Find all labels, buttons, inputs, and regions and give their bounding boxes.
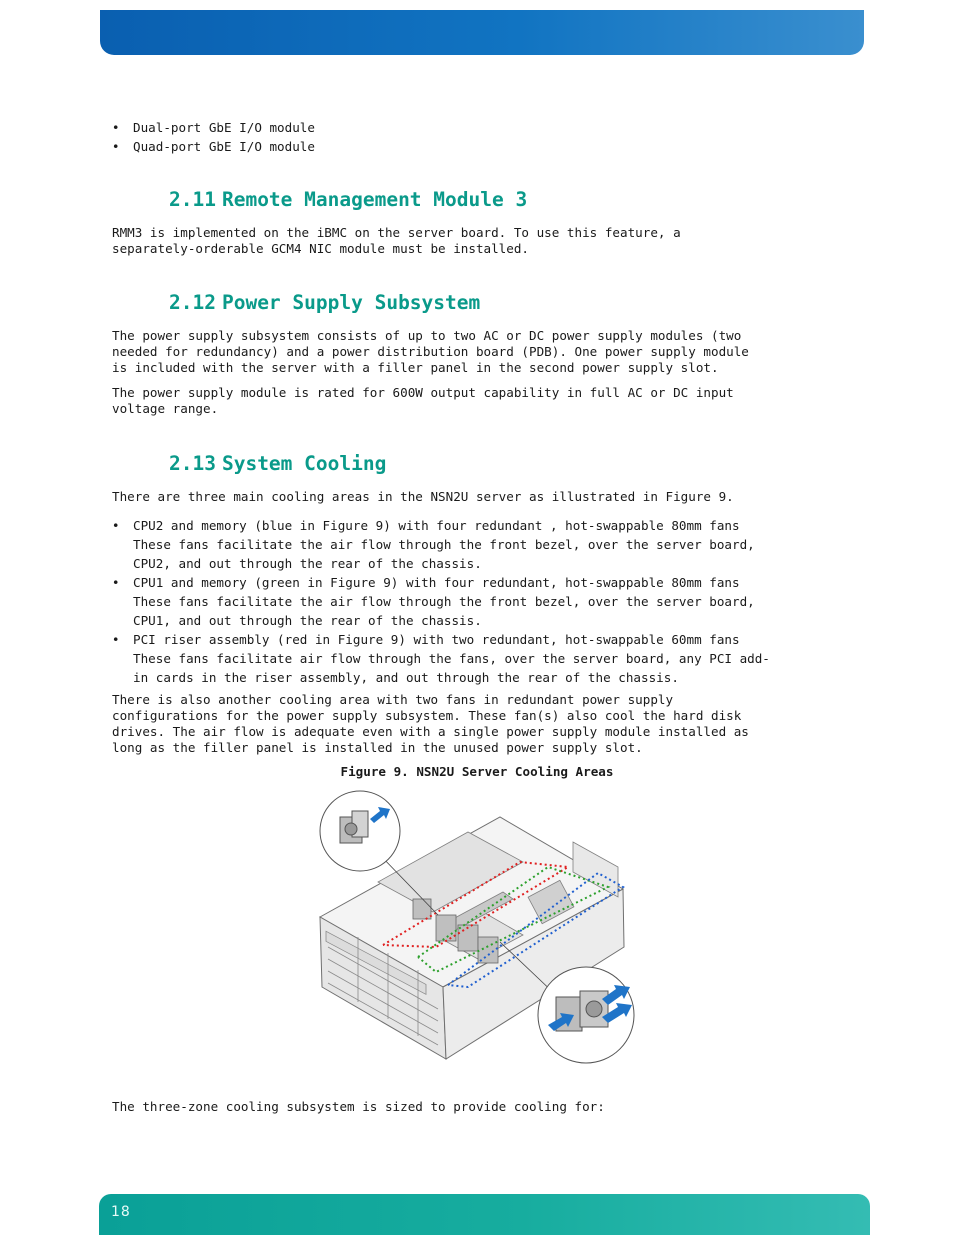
list-item: • CPU2 and memory (blue in Figure 9) with four redundant , hot-swappable 80mm fans These fans facilitate the air flow through the front bezel, over the server board, CPU2, and out through the rear of the chassis. [112,516,770,573]
figure-caption: Figure 9. NSN2U Server Cooling Areas [340,764,614,779]
paragraph: The power supply module is rated for 600W output capability in full AC or DC input voltage range. [112,385,734,416]
section-heading-2-12 [169,291,480,314]
list-item: • Dual-port GbE I/O module [112,118,315,137]
list-item: • Quad-port GbE I/O module [112,137,315,156]
pci-fan-callout [320,791,400,871]
cooling-areas-figure [318,787,638,1067]
section-title: Power Supply Subsystem [221,291,481,314]
section-title: Remote Management Module 3 [221,188,528,211]
paragraph: The three-zone cooling subsystem is sized to provide cooling for: [112,1099,605,1114]
paragraph: RMM3 is implemented on the iBMC on the server board. To use this feature, a separately-orderable GCM4 NIC module must be installed. [112,225,681,256]
footer-band [99,1194,870,1235]
module-list [112,118,315,156]
section-number: 2.13 [169,452,216,475]
paragraph: There are three main cooling areas in the NSN2U server as illustrated in Figure 9. [112,489,734,504]
section-title: System Cooling [221,452,387,475]
paragraph: The power supply subsystem consists of up to two AC or DC power supply modules (two needed for redundancy) and a power distribution board (PDB). One power supply module is included with the server with a filler panel in the second power supply slot. [112,328,749,375]
section-number: 2.12 [169,291,216,314]
cpu-fan-callout [538,967,634,1063]
section-heading-2-13 [169,452,386,475]
page-number: 18 [111,1204,131,1220]
cooling-zone-list [112,516,770,687]
section-heading-2-11 [169,188,527,211]
section-number: 2.11 [169,188,216,211]
paragraph: There is also another cooling area with two fans in redundant power supply configurations for the power supply subsystem. These fan(s) also cool the hard disk drives. The air flow is adequate even with a single power supply module installed as long as the filler panel is installed in the unused power supply slot. [112,692,749,755]
list-item: • PCI riser assembly (red in Figure 9) with two redundant, hot-swappable 60mm fans These fans facilitate air flow through the fans, over the server board, any PCI add- in cards in the riser assembly, and out through the rear of the chassis. [112,630,770,687]
header-band [100,10,864,55]
list-item: • CPU1 and memory (green in Figure 9) with four redundant, hot-swappable 80mm fans These fans facilitate the air flow through the front bezel, over the server board, CPU1, and out through the rear of the chassis. [112,573,770,630]
